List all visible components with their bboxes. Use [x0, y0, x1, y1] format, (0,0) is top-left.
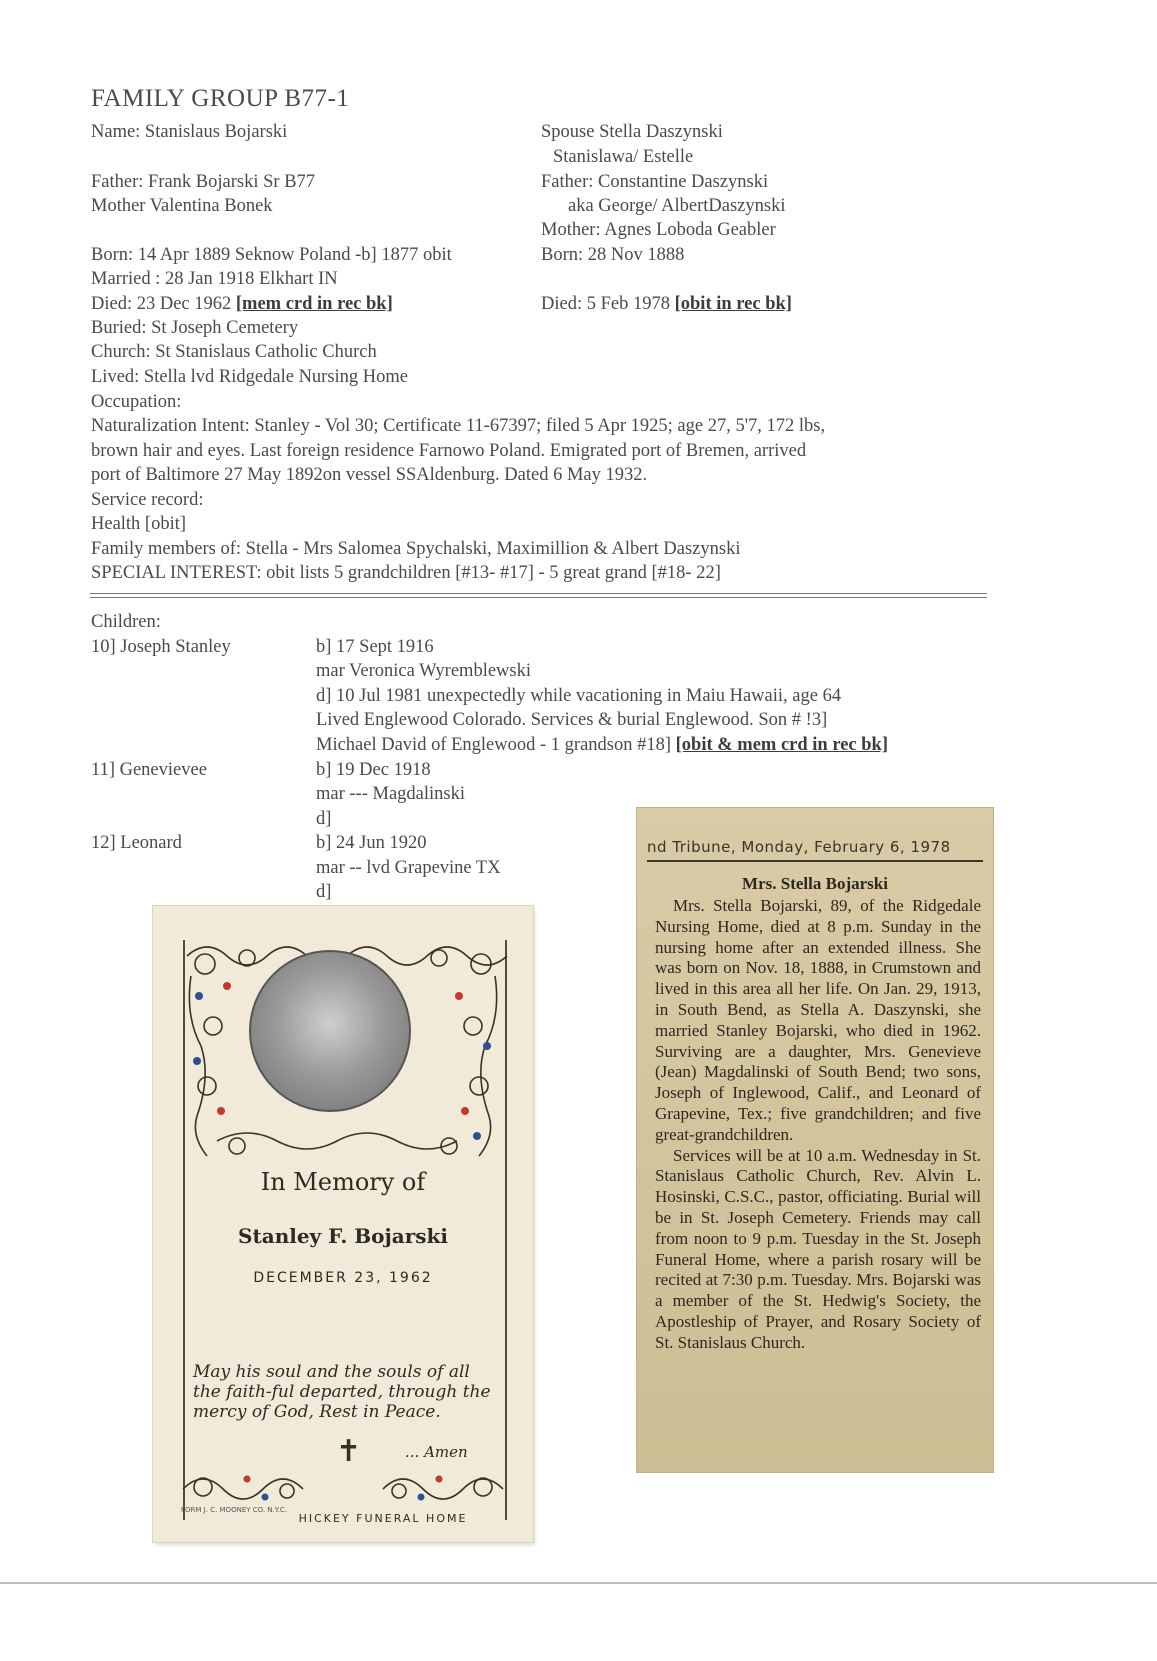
mem-card-link[interactable]: [mem crd in rec bk] — [235, 294, 393, 314]
card-deceased-name: Stanley F. Bojarski — [238, 1224, 448, 1248]
card-in-memory: In Memory of — [260, 1168, 426, 1196]
page-title: FAMILY GROUP B77-1 — [91, 85, 350, 112]
child-12-died: d] — [316, 882, 332, 902]
spouse-father-alias: aka George/ AlbertDaszynski — [568, 196, 786, 216]
subject-buried: Buried: St Joseph Cemetery — [91, 318, 299, 338]
child-10-name: 10] Joseph Stanley — [91, 637, 231, 657]
clipping-paragraph-2: Services will be at 10 a.m. Wednesday in St. Stanislaus Catholic Church, Rev. Alvin L. Hosinski, C.S.C., pastor, officiating. Burial will be in St. Joseph Cemetery. Friends may call from noon to 9 p.m. Tuesday in the St. Joseph Funeral Home, where a parish rosary will be recited at 7:30 p.m. Tuesday. Mrs. Bojarski was a member of the St. Hedwig's Society, the Apostleship of Prayer, and Rosary Society of St. Stanislaus Church. — [655, 1145, 981, 1352]
clipping-headline: Mrs. Stella Bojarski — [742, 874, 888, 893]
card-funeral-home: HICKEY FUNERAL HOME — [298, 1512, 468, 1525]
subject-born: Born: 14 Apr 1889 Seknow Poland -b] 1877 obit — [91, 245, 452, 265]
family-members: Family members of: Stella - Mrs Salomea Spychalski, Maximillion & Albert Daszynski — [91, 539, 741, 559]
subject-married: Married : 28 Jan 1918 Elkhart IN — [91, 269, 338, 289]
card-prayer: May his soul and the souls of all the faith-ful departed, through the mercy of God, Rest in Peace. — [193, 1362, 491, 1422]
card-printer: FORM J. C. MOONEY CO. N.Y.C. — [181, 1506, 287, 1514]
child-12-born: b] 24 Jun 1920 — [316, 833, 427, 853]
child-11-died: d] — [316, 809, 332, 829]
sacred-heart-medallion — [249, 950, 411, 1112]
spouse-father: Father: Constantine Daszynski — [541, 172, 769, 192]
child-10-born: b] 17 Sept 1916 — [316, 637, 434, 657]
subject-died-text: Died: 23 Dec 1962 — [91, 294, 236, 314]
subject-died — [91, 292, 393, 316]
spouse-mother: Mother: Agnes Loboda Geabler — [541, 220, 776, 240]
child-10-died: d] 10 Jul 1981 unexpectedly while vacationing in Maiu Hawaii, age 64 — [316, 686, 842, 706]
child-10-son-text: Michael David of Englewood - 1 grandson #18] — [316, 735, 676, 755]
subject-name: Name: Stanislaus Bojarski — [91, 122, 288, 142]
subject-lived: Lived: Stella lvd Ridgedale Nursing Home — [91, 367, 409, 387]
child-12-name: 12] Leonard — [91, 833, 182, 853]
clipping-body — [655, 896, 981, 1354]
cross-icon: ✝ — [336, 1435, 362, 1468]
health: Health [obit] — [91, 514, 187, 534]
card-date: DECEMBER 23, 1962 — [253, 1270, 433, 1286]
service-record: Service record: — [91, 490, 204, 510]
subject-occupation: Occupation: — [91, 392, 182, 412]
spouse-died-text: Died: 5 Feb 1978 — [541, 294, 675, 314]
clipping-paragraph-1: Mrs. Stella Bojarski, 89, of the Ridgedale Nursing Home, died at 8 p.m. Sunday in the nursing home after an extended illness. She was born on Nov. 18, 1888, in Crumstown and lived in this area all her life. On Jan. 29, 1913, in South Bend, as Stella A. Daszynski, she married Stanley Bojarski, who died in 1962. Surviving are a daughter, Mrs. Genevieve (Jean) Magdalinski of South Bend; two sons, Joseph of Inglewood, Calif., and Leonard of Grapevine, Tex.; five grandchildren; and five great-grandchildren. — [655, 896, 981, 1144]
bottom-rule — [0, 1582, 1157, 1584]
memorial-card — [153, 906, 533, 1542]
child-11-born: b] 19 Dec 1918 — [316, 760, 431, 780]
naturalization-line-1: Naturalization Intent: Stanley - Vol 30; Certificate 11-67397; filed 5 Apr 1925; age 27, 5'7, 172 lbs, — [91, 416, 826, 436]
spouse-name: Spouse Stella Daszynski — [541, 122, 723, 142]
clipping-masthead: nd Tribune, Monday, February 6, 1978 — [647, 838, 983, 862]
spouse-born: Born: 28 Nov 1888 — [541, 245, 685, 265]
subject-mother: Mother Valentina Bonek — [91, 196, 273, 216]
child-10-son — [316, 733, 888, 757]
child-10-lived: Lived Englewood Colorado. Services & burial Englewood. Son # !3] — [316, 710, 828, 730]
naturalization-line-3: port of Baltimore 27 May 1892on vessel SSAldenburg. Dated 6 May 1932. — [91, 465, 648, 485]
card-amen: ... Amen — [405, 1443, 468, 1461]
obit-mem-card-link[interactable]: [obit & mem crd in rec bk] — [675, 735, 889, 755]
divider — [90, 593, 987, 598]
spouse-died — [541, 292, 792, 316]
child-12-married: mar -- lvd Grapevine TX — [316, 858, 501, 878]
subject-father: Father: Frank Bojarski Sr B77 — [91, 172, 316, 192]
spouse-alias: Stanislawa/ Estelle — [553, 147, 694, 167]
child-10-married: mar Veronica Wyremblewski — [316, 661, 531, 681]
children-heading: Children: — [91, 612, 161, 632]
obit-link[interactable]: [obit in rec bk] — [674, 294, 792, 314]
child-11-married: mar --- Magdalinski — [316, 784, 465, 804]
newspaper-clipping — [637, 808, 993, 1472]
child-11-name: 11] Genevievee — [91, 760, 207, 780]
subject-church: Church: St Stanislaus Catholic Church — [91, 342, 377, 362]
special-interest: SPECIAL INTEREST: obit lists 5 grandchildren [#13- #17] - 5 great grand [#18- 22] — [91, 563, 721, 583]
naturalization-line-2: brown hair and eyes. Last foreign residence Farnowo Poland. Emigrated port of Bremen, arrived — [91, 441, 807, 461]
